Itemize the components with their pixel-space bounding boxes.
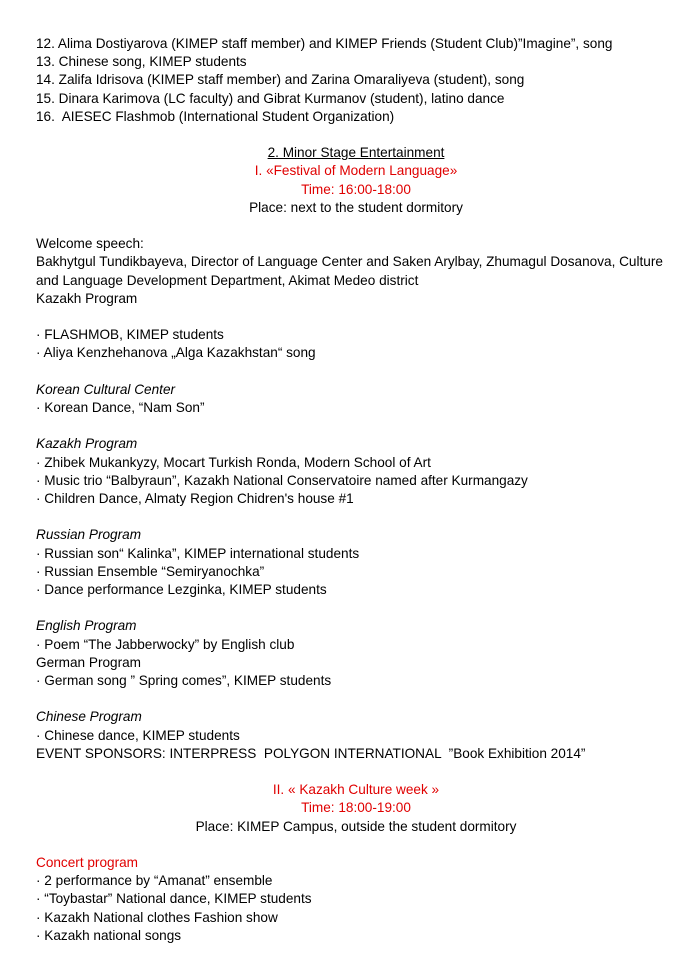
spacer [36, 417, 676, 435]
list-item: · FLASHMOB, KIMEP students [36, 327, 224, 343]
list-item: · Russian son“ Kalinka”, KIMEP international students [36, 545, 360, 561]
festival-time: Time: 16:00-18:00 [301, 181, 411, 197]
german-program-heading: German Program [36, 654, 142, 670]
spacer [36, 763, 676, 781]
list-item: · German song ” Spring comes”, KIMEP students [36, 673, 332, 688]
list-item: · Kazakh national songs [36, 927, 182, 943]
russian-program-heading: Russian Program [36, 527, 142, 543]
list-item: · Poem “The Jabberwocky” by English club [36, 636, 295, 652]
spacer [36, 308, 676, 326]
list-item: 14. Zalifa Idrisova (KIMEP staff member) and Zarina Omaraliyeva (student), song [36, 72, 525, 88]
culture-week-place: Place: KIMEP Campus, outside the student dormitory [195, 818, 517, 834]
festival-place: Place: next to the student dormitory [249, 199, 463, 215]
kazakh-program-heading: Kazakh Program [36, 436, 138, 452]
welcome-text: Bakhytgul Tundikbayeva, Director of Language Center and Saken Arylbay, Zhumagul Dosanova, Culture and Language Development Department, Akimat Medeo district [36, 254, 663, 288]
list-item: 15. Dinara Karimova (LC faculty) and Gibrat Kurmanov (student), latino dance [36, 90, 505, 106]
spacer [36, 836, 676, 854]
list-item: · Aliya Kenzhehanova „Alga Kazakhstan“ song [36, 345, 316, 361]
list-item: · Kazakh National clothes Fashion show [36, 909, 278, 925]
top-list [36, 35, 676, 126]
korean-center-label: Korean Cultural Center [36, 381, 176, 397]
concert-program-label: Concert program [36, 854, 138, 870]
welcome-label: Welcome speech: [36, 236, 144, 252]
list-item: · Music trio “Balbyraun”, Kazakh National Conservatoire named after Kurmangazy [36, 472, 528, 488]
list-item: 16. AIESEC Flashmob (International Student Organization) [36, 108, 395, 124]
spacer [36, 690, 676, 708]
list-item: · Russian Ensemble “Semiryanochka” [36, 563, 265, 579]
spacer [36, 599, 676, 617]
kazakh-program-label: Kazakh Program [36, 290, 138, 306]
list-item: · Children Dance, Almaty Region Chidren's house #1 [36, 491, 354, 506]
english-program-heading: English Program [36, 618, 137, 634]
document-page [36, 35, 676, 945]
list-item: · Dance performance Lezginka, KIMEP students [36, 582, 327, 597]
list-item: · Chinese dance, KIMEP students [36, 727, 240, 743]
spacer [36, 217, 676, 235]
spacer [36, 126, 676, 144]
list-item: · 2 performance by “Amanat” ensemble [36, 873, 273, 889]
spacer [36, 508, 676, 526]
culture-week-time: Time: 18:00-19:00 [301, 800, 411, 816]
section-heading-minor-stage: 2. Minor Stage Entertainment [267, 145, 445, 161]
event-sponsors: EVENT SPONSORS: INTERPRESS POLYGON INTERNATIONAL ”Book Exhibition 2014” [36, 745, 586, 761]
culture-week-title: II. « Kazakh Culture week » [272, 782, 440, 798]
list-item: · “Toybastar” National dance, KIMEP students [36, 891, 312, 907]
list-item: 13. Chinese song, KIMEP students [36, 54, 247, 70]
chinese-program-heading: Chinese Program [36, 709, 142, 725]
spacer [36, 363, 676, 381]
list-item: · Zhibek Mukankyzy, Mocart Turkish Ronda, Modern School of Art [36, 454, 431, 470]
list-item: · Korean Dance, “Nam Son” [36, 400, 205, 415]
list-item: 12. Alima Dostiyarova (KIMEP staff member) and KIMEP Friends (Student Club)”Imagine”, song [36, 36, 613, 51]
festival-title: I. «Festival of Modern Language» [254, 163, 458, 179]
